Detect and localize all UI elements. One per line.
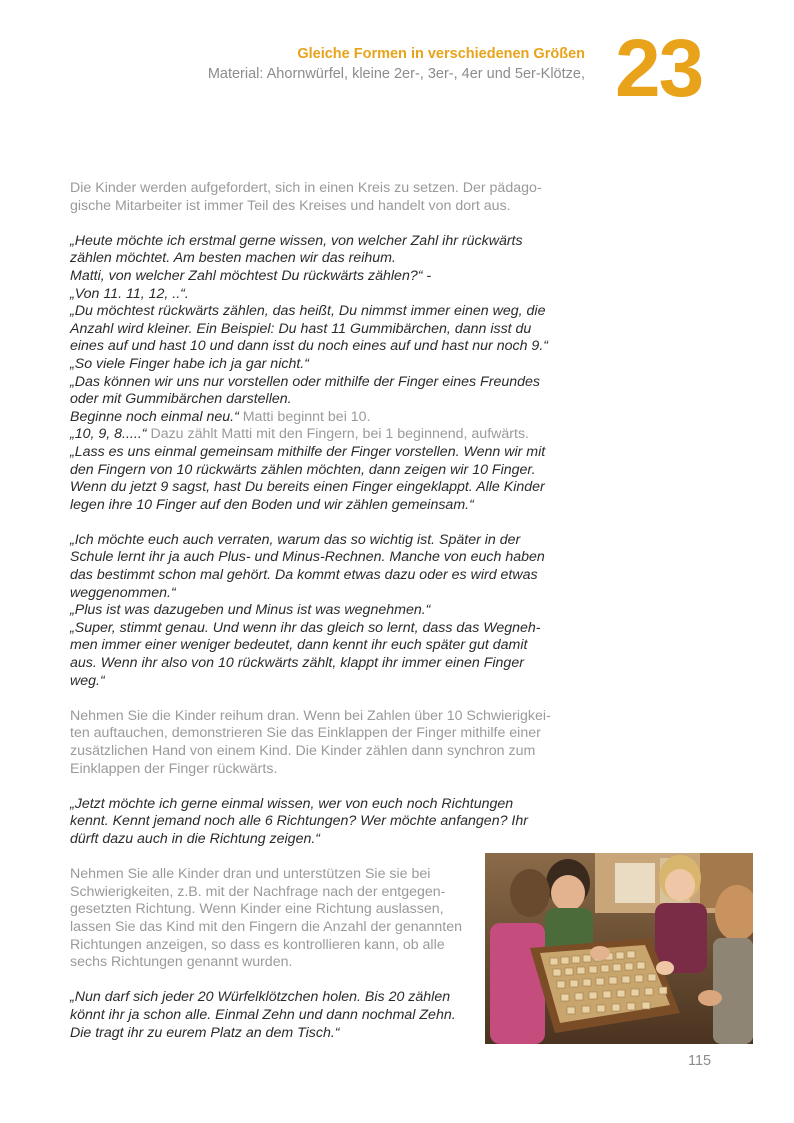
dialogue-fragment: Beginne noch einmal neu.“ xyxy=(70,408,239,425)
dialogue-block-1 xyxy=(70,233,562,515)
dialogue-line: kennt. Kennt jemand noch alle 6 Richtungen? Wer möchte anfangen? Ihr xyxy=(70,813,528,830)
dialogue-line: könnt ihr ja schon alle. Einmal Zehn und dann nochmal Zehn. xyxy=(70,1006,456,1023)
mixed-line xyxy=(70,409,562,427)
dialogue-line: oder mit Gummibärchen darstellen. xyxy=(70,391,292,408)
dialogue-line: „Heute möchte ich erstmal gerne wissen, von welcher Zahl ihr rückwärts xyxy=(70,232,523,249)
dialogue-line: „Von 11. 11, 12, ..“. xyxy=(70,285,189,302)
dialogue-line: zählen möchtet. Am besten machen wir das reihum. xyxy=(70,250,396,267)
dialogue-line: eines auf und hast 10 und dann isst du noch eines auf und hast nur noch 9.“ xyxy=(70,338,548,355)
dialogue-line: „Jetzt möchte ich gerne einmal wissen, wer von euch noch Richtungen xyxy=(70,795,514,812)
instruction-paragraph-1 xyxy=(70,708,562,778)
text-line: Die Kinder werden aufgefordert, sich in einen Kreis zu setzen. Der pädago- xyxy=(70,180,542,196)
dialogue-block-3 xyxy=(70,796,562,849)
page-number: 115 xyxy=(688,1053,712,1069)
dialogue-line: Schule lernt ihr ja auch Plus- und Minus-Rechnen. Manche von euch haben xyxy=(70,549,545,566)
dialogue-line: „Das können wir uns nur vorstellen oder mithilfe der Finger eines Freundes xyxy=(70,373,540,390)
text-line: Nehmen Sie alle Kinder dran und unterstützen Sie sie bei xyxy=(70,866,431,883)
dialogue-line: „Du möchtest rückwärts zählen, das heißt, Du nimmst immer einen weg, die xyxy=(70,303,546,320)
dialogue-line: „Plus ist was dazugeben und Minus ist was wegnehmen.“ xyxy=(70,602,431,619)
children-with-blocks-illustration xyxy=(485,853,753,1044)
dialogue-line: Wenn du jetzt 9 sagst, hast Du bereits einen Finger eingeklappt. Alle Kinder xyxy=(70,479,545,496)
dialogue-line: legen ihre 10 Finger auf den Boden und wir zählen gemeinsam.“ xyxy=(70,496,474,513)
intro-paragraph xyxy=(70,180,562,215)
text-line: lassen Sie das Kind mit den Fingern die Anzahl der genannten xyxy=(70,918,462,935)
dialogue-line: das bestimmt schon mal gehört. Da kommt etwas dazu oder es wird etwas xyxy=(70,567,538,584)
text-line: gesetzten Richtung. Wenn Kinder eine Richtung auslassen, xyxy=(70,901,444,918)
dialogue-line: men immer einer weniger bedeutet, dann kennt ihr euch später gut damit xyxy=(70,637,528,654)
classroom-photo xyxy=(485,853,753,1044)
text-line: Richtungen anzeigen, so dass es kontrollieren kann, ob alle xyxy=(70,936,445,953)
dialogue-line: Die tragt ihr zu eurem Platz an dem Tisch.“ xyxy=(70,1024,340,1041)
page-header xyxy=(0,0,794,120)
dialogue-fragment: „10, 9, 8.....“ xyxy=(70,426,147,443)
dialogue-line: dürft dazu auch in die Richtung zeigen.“ xyxy=(70,830,321,847)
text-line: zusätzlichen Hand von einem Kind. Die Kinder zählen dann synchron zum xyxy=(70,743,536,759)
dialogue-line: „Ich möchte euch auch verraten, warum das so wichtig ist. Später in der xyxy=(70,531,521,548)
dialogue-line: weggenommen.“ xyxy=(70,584,176,601)
dialogue-line: aus. Wenn ihr also von 10 rückwärts zählt, klappt ihr immer einen Finger xyxy=(70,655,524,672)
text-line: ten auftauchen, demonstrieren Sie das Einklappen der Finger mithilfe einer xyxy=(70,725,541,742)
text-line: Einklappen der Finger rückwärts. xyxy=(70,760,278,777)
dialogue-line: „So viele Finger habe ich ja gar nicht.“ xyxy=(70,355,309,372)
text-line: gische Mitarbeiter ist immer Teil des Kreises und handelt von dort aus. xyxy=(70,197,511,214)
dialogue-line: „Lass es uns einmal gemeinsam mithilfe der Finger vorstellen. Wenn wir mit xyxy=(70,443,546,460)
chapter-number: 23 xyxy=(615,23,703,114)
dialogue-line: „Nun darf sich jeder 20 Würfelklötzchen holen. Bis 20 zählen xyxy=(70,989,451,1006)
mixed-line xyxy=(70,426,562,444)
dialogue-line: weg.“ xyxy=(70,672,105,689)
narration-fragment: Dazu zählt Matti mit den Fingern, bei 1 beginnend, aufwärts. xyxy=(146,426,529,443)
dialogue-line: Matti, von welcher Zahl möchtest Du rückwärts zählen?“ - xyxy=(70,267,432,284)
material-line: Material: Ahornwürfel, kleine 2er-, 3er-, 4er und 5er-Klötze, xyxy=(207,66,585,82)
dialogue-line: den Fingern von 10 rückwärts zählen möchten, dann zeigen wir 10 Finger. xyxy=(70,461,536,478)
narration-fragment: Matti beginnt bei 10. xyxy=(238,408,371,425)
text-line: Schwierigkeiten, z.B. mit der Nachfrage nach der entgegen- xyxy=(70,883,446,900)
text-line: sechs Richtungen genannt wurden. xyxy=(70,954,293,971)
dialogue-line: Anzahl wird kleiner. Ein Beispiel: Du hast 11 Gummibärchen, dann isst du xyxy=(70,320,532,337)
dialogue-line: „Super, stimmt genau. Und wenn ihr das gleich so lernt, dass das Wegneh- xyxy=(70,619,541,636)
text-line: Nehmen Sie die Kinder reihum dran. Wenn bei Zahlen über 10 Schwierigkei- xyxy=(70,707,551,724)
dialogue-block-2 xyxy=(70,532,562,690)
chapter-title: Gleiche Formen in verschiedenen Größen xyxy=(297,46,585,62)
